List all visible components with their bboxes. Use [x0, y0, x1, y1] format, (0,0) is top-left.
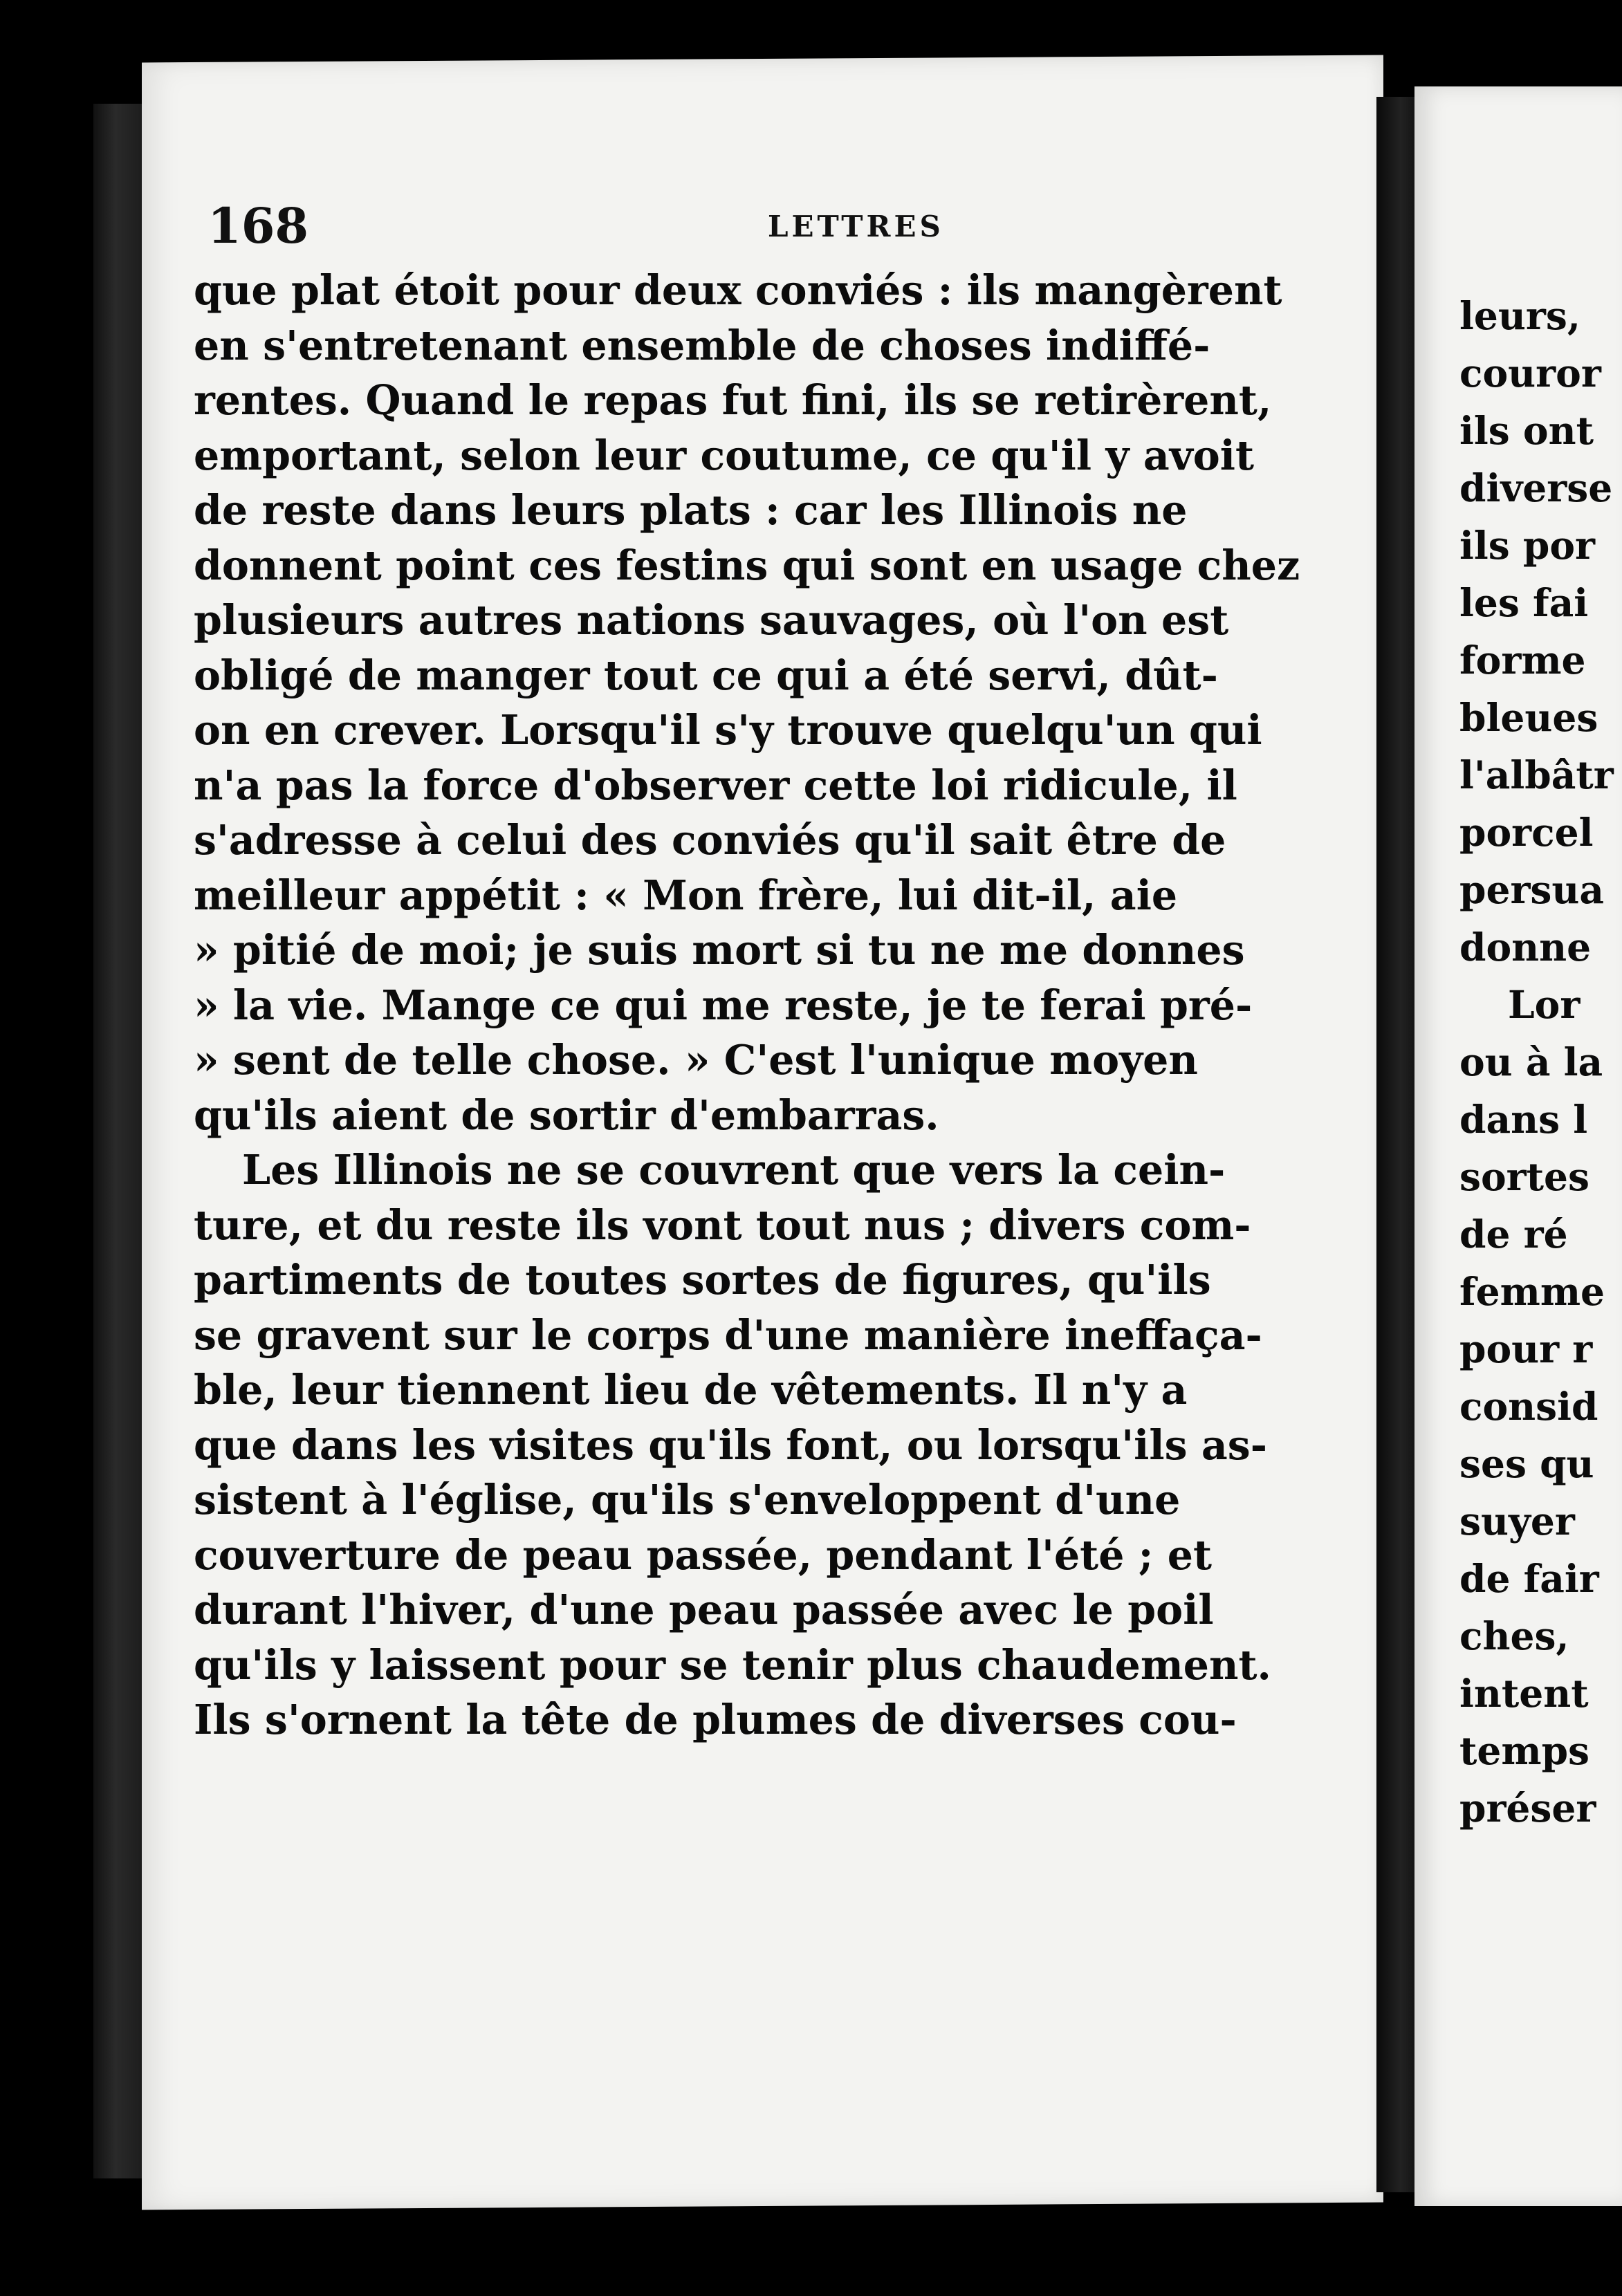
text-line: couverture de peau passée, pendant l'été ; et — [194, 1530, 1212, 1579]
text-line: ils ont — [1459, 408, 1594, 453]
text-line: de fair — [1459, 1556, 1599, 1601]
text-line: femme — [1459, 1269, 1605, 1314]
text-line: durant l'hiver, d'une peau passée avec le poil — [194, 1586, 1214, 1633]
text-line: qu'ils aient de sortir d'embarras. — [194, 1091, 939, 1139]
text-line: intent — [1459, 1671, 1589, 1716]
paragraph-start-line: Les Illinois ne se couvrent que vers la cein- — [242, 1146, 1226, 1194]
text-line: sistent à l'église, qu'ils s'enveloppent d'une — [194, 1476, 1181, 1524]
text-line: ses qu — [1459, 1441, 1594, 1486]
text-line: ils por — [1459, 523, 1596, 568]
text-line: se gravent sur le corps d'une manière ineffaça- — [194, 1311, 1262, 1359]
text-line: de ré — [1459, 1212, 1568, 1257]
text-line: partiments de toutes sortes de figures, qu'ils — [194, 1256, 1211, 1304]
text-line: dans l — [1459, 1097, 1588, 1142]
text-line: plusieurs autres nations sauvages, où l'on est — [194, 596, 1229, 644]
text-line: temps — [1459, 1728, 1590, 1773]
text-line: donnent point ces festins qui sont en usage chez — [194, 541, 1300, 589]
text-line: meilleur appétit : « Mon frère, lui dit-il, aie — [194, 871, 1178, 919]
text-line: rentes. Quand le repas fut fini, ils se retirèrent, — [194, 376, 1272, 424]
text-line: bleues — [1459, 695, 1598, 740]
text-line: ches, — [1459, 1613, 1569, 1658]
text-line: porcel — [1459, 810, 1594, 855]
text-line: forme — [1459, 638, 1586, 683]
text-line: l'albâtr — [1459, 752, 1614, 797]
text-line: en s'entretenant ensemble de choses indiffé- — [194, 321, 1210, 369]
text-line: Ils s'ornent la tête de plumes de diverses cou- — [194, 1696, 1237, 1743]
book-edge-left — [93, 104, 149, 2178]
text-line: préser — [1459, 1786, 1596, 1831]
page-number: 168 — [208, 197, 309, 254]
text-line: les fai — [1459, 580, 1589, 625]
text-line: de reste dans leurs plats : car les Illinois ne — [194, 486, 1188, 534]
text-line: on en crever. Lorsqu'il s'y trouve quelqu'un qui — [194, 706, 1262, 754]
text-line: couror — [1459, 351, 1601, 396]
text-line: qu'ils y laissent pour se tenir plus chaudement. — [194, 1640, 1271, 1689]
text-line: pour r — [1459, 1326, 1593, 1371]
text-line: diverse — [1459, 465, 1613, 510]
text-line: » sent de telle chose. » C'est l'unique moyen — [194, 1036, 1198, 1084]
text-line: » la vie. Mange ce qui me reste, je te ferai pré- — [194, 981, 1253, 1029]
text-line: que dans les visites qu'ils font, ou lorsqu'ils as- — [194, 1420, 1268, 1469]
text-line: n'a pas la force d'observer cette loi ridicule, il — [194, 761, 1237, 809]
text-line: donne — [1459, 925, 1592, 970]
text-line: emportant, selon leur coutume, ce qu'il y avoit — [194, 431, 1254, 479]
text-line: ture, et du reste ils vont tout nus ; divers com- — [194, 1201, 1251, 1249]
text-line: consid — [1459, 1384, 1598, 1429]
running-title: LETTRES — [768, 210, 944, 243]
text-line: leurs, — [1459, 293, 1580, 338]
text-line: que plat étoit pour deux conviés : ils mangèrent — [194, 266, 1282, 314]
text-line: suyer — [1459, 1499, 1575, 1544]
text-line: ou à la — [1459, 1039, 1603, 1084]
right-page-body — [1459, 287, 1614, 1837]
paragraph-start-line: Lor — [1508, 982, 1580, 1027]
text-line: sortes — [1459, 1154, 1589, 1199]
left-page-body — [194, 263, 1300, 1748]
text-line: obligé de manger tout ce qui a été servi, dût- — [194, 651, 1218, 699]
text-line: persua — [1459, 867, 1605, 912]
text-line: s'adresse à celui des conviés qu'il sait être de — [194, 816, 1226, 864]
text-line: » pitié de moi; je suis mort si tu ne me donnes — [194, 926, 1245, 974]
text-line: ble, leur tiennent lieu de vêtements. Il n'y a — [194, 1366, 1188, 1414]
